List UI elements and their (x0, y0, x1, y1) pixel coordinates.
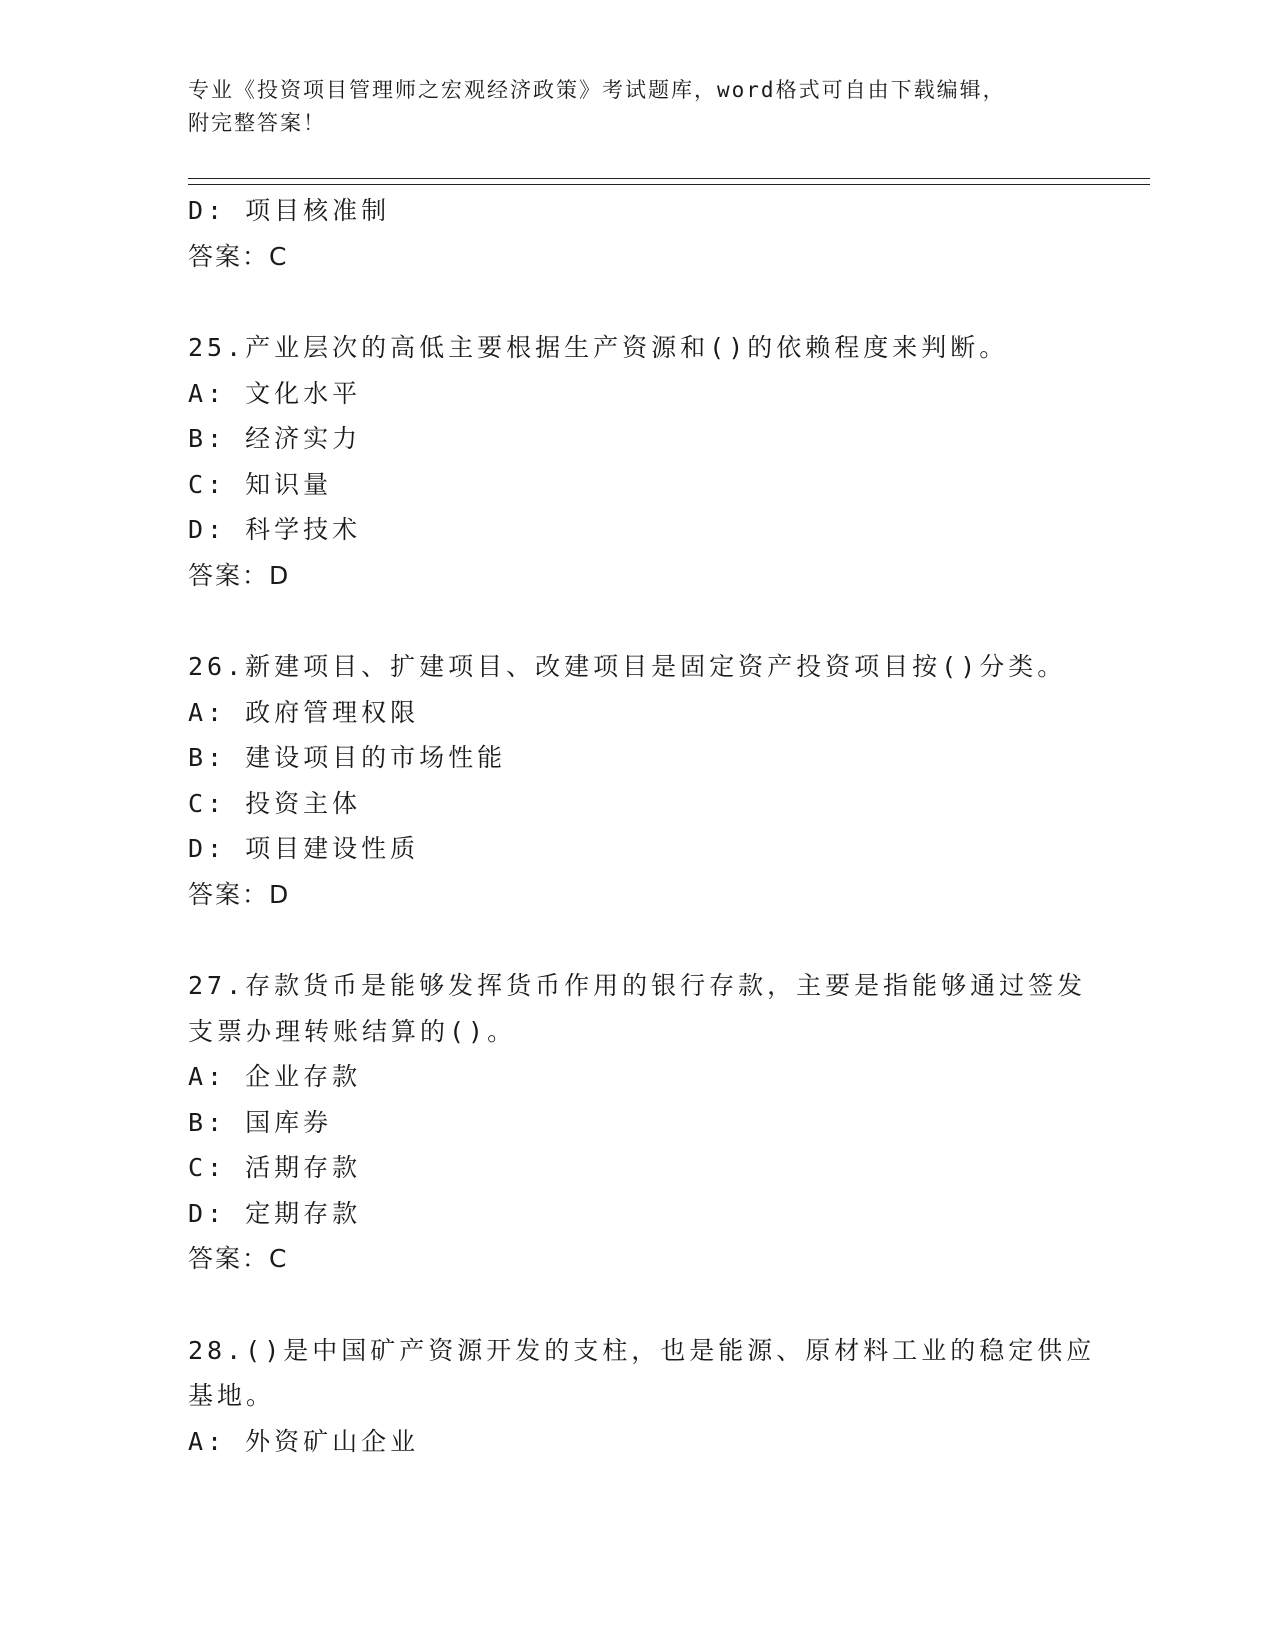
answer-line: 答案：D (188, 879, 291, 909)
answer-line: 答案：D (188, 560, 291, 590)
question-stem-line-1: 28.()是中国矿产资源开发的支柱，也是能源、原材料工业的稳定供应 (188, 1335, 1096, 1365)
question-stem-line-2: 支票办理转账结算的()。 (188, 1016, 517, 1046)
option-a: A: 政府管理权限 (188, 697, 420, 727)
option-c: C: 活期存款 (188, 1153, 362, 1182)
option-c: C: 投资主体 (188, 788, 362, 818)
question-26 (188, 644, 1148, 917)
question-stem: 25.产业层次的高低主要根据生产资源和()的依赖程度来判断。 (188, 333, 1009, 362)
option-d: D: 科学技术 (188, 515, 362, 544)
header-divider-bottom (188, 184, 1150, 185)
question-27 (188, 963, 1148, 1282)
question-28 (188, 1328, 1148, 1465)
answer-line: 答案：C (188, 1244, 289, 1273)
answer-line: 答案：C (188, 241, 289, 271)
question-list (188, 188, 1148, 1464)
option-b: B: 经济实力 (188, 424, 362, 453)
question-stem-line-2: 基地。 (188, 1381, 276, 1410)
option-a: A: 文化水平 (188, 378, 362, 408)
option-b: B: 国库券 (188, 1107, 333, 1137)
question-stem-line-1: 27.存款货币是能够发挥货币作用的银行存款，主要是指能够通过签发 (188, 971, 1087, 1000)
question-stem: 26.新建项目、扩建项目、改建项目是固定资产投资项目按()分类。 (188, 652, 1067, 681)
option-c: C: 知识量 (188, 469, 333, 499)
option-b: B: 建设项目的市场性能 (188, 743, 507, 772)
option-d: D: 项目建设性质 (188, 834, 420, 863)
option-d: D: 项目核准制 (188, 196, 391, 225)
document-header (188, 74, 1088, 140)
header-line-1: 专业《投资项目管理师之宏观经济政策》考试题库，word格式可自由下载编辑， (188, 78, 1006, 102)
header-divider-top (188, 178, 1150, 179)
option-a: A: 企业存款 (188, 1062, 362, 1091)
header-line-2: 附完整答案！ (188, 111, 326, 135)
question-25 (188, 325, 1148, 598)
option-a: A: 外资矿山企业 (188, 1426, 420, 1456)
option-d: D: 定期存款 (188, 1198, 362, 1228)
question-24-tail (188, 188, 1148, 279)
